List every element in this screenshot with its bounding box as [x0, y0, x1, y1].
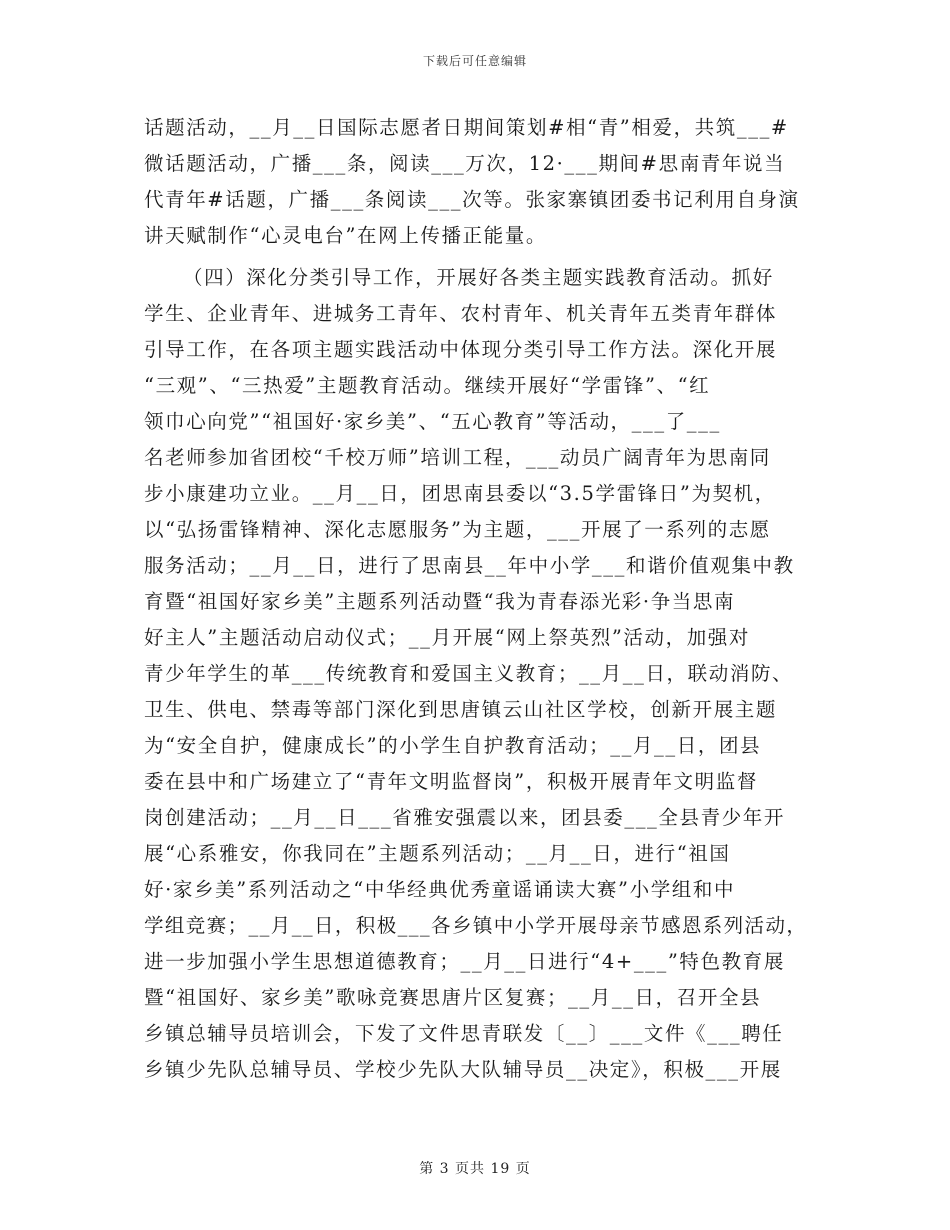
text-line: 委在县中和广场建立了“青年文明监督岗”，积极开展青年文明监督	[144, 770, 758, 793]
page-footer: 第 3 页共 19 页	[419, 1161, 531, 1177]
text-line: 好·家乡美”系列活动之“中华经典优秀童谣诵读大赛”小学组和中	[144, 878, 736, 901]
text-line: 岗创建活动；__月__日___省雅安强震以来，团县委___全县青少年开	[144, 806, 786, 829]
text-line: “三观”、“三热爱”主题教育活动。继续开展好“学雷锋”、“红	[144, 374, 711, 397]
text-line: 展“心系雅安，你我同在”主题系列活动；__月__日，进行“祖国	[144, 842, 731, 865]
text-line: 暨“祖国好、家乡美”歌咏竞赛思唐片区复赛；__月__日，召开全县	[144, 986, 762, 1009]
paragraph-1	[144, 110, 808, 254]
text-line: 讲天赋制作“心灵电台”在网上传播正能量。	[144, 224, 547, 247]
text-line: 引导工作，在各项主题实践活动中体现分类引导工作方法。深化开展	[144, 338, 778, 361]
text-line: 好主人”主题活动启动仪式；__月开展“网上祭英烈”活动，加强对	[144, 626, 751, 649]
text-line: 话题活动，__月__日国际志愿者日期间策划#相“青”相爱，共筑___#	[144, 116, 789, 139]
text-line: 以“弘扬雷锋精神、深化志愿服务”为主题，___开展了一系列的志愿	[144, 518, 771, 541]
text-line: 学生、企业青年、进城务工青年、农村青年、机关青年五类青年群体	[144, 302, 778, 325]
text-line: 育暨“祖国好家乡美”主题系列活动暨“我为青春添光彩·争当思南	[144, 590, 736, 613]
text-line: 乡镇总辅导员培训会，下发了文件思青联发〔__〕___文件《___聘任	[144, 1022, 784, 1045]
text-line: 步小康建功立业。__月__日，团思南县委以“3.5学雷锋日”为契机，	[144, 482, 776, 505]
text-line: 进一步加强小学生思想道德教育；__月__日进行“4+___”特色教育展	[144, 950, 785, 973]
text-line: 名老师参加省团校“千校万师”培训工程，___动员广阔青年为思南同	[144, 446, 771, 469]
text-line: 领巾心向党”“祖国好·家乡美”、“五心教育”等活动，___了___	[144, 410, 721, 433]
page-header: 下载后可任意编辑	[422, 54, 527, 68]
text-line: 微话题活动，广播___条，阅读___万次，12·___期间#思南青年说当	[144, 152, 786, 175]
text-line: 学组竞赛；__月__日，积极___各乡镇中小学开展母亲节感恩系列活动，	[144, 914, 808, 937]
text-line: 乡镇少先队总辅导员、学校少先队大队辅导员__决定》，积极___开展	[144, 1058, 782, 1081]
paragraph-2	[144, 260, 808, 1088]
text-line: 为“安全自护，健康成长”的小学生自护教育活动；__月__日，团县	[144, 734, 762, 757]
text-line: 代青年#话题，广播___条阅读___次等。张家寨镇团委书记利用自身演	[144, 188, 800, 211]
text-line: （四）深化分类引导工作，开展好各类主题实践教育活动。抓好	[183, 266, 774, 289]
document-body	[144, 110, 808, 1088]
text-line: 卫生、供电、禁毒等部门深化到思唐镇云山社区学校，创新开展主题	[144, 698, 778, 721]
text-line: 青少年学生的革___传统教育和爱国主义教育；__月__日，联动消防、	[144, 662, 794, 685]
text-line: 服务活动；__月__日，进行了思南县__年中小学___和谐价值观集中教	[144, 554, 795, 577]
